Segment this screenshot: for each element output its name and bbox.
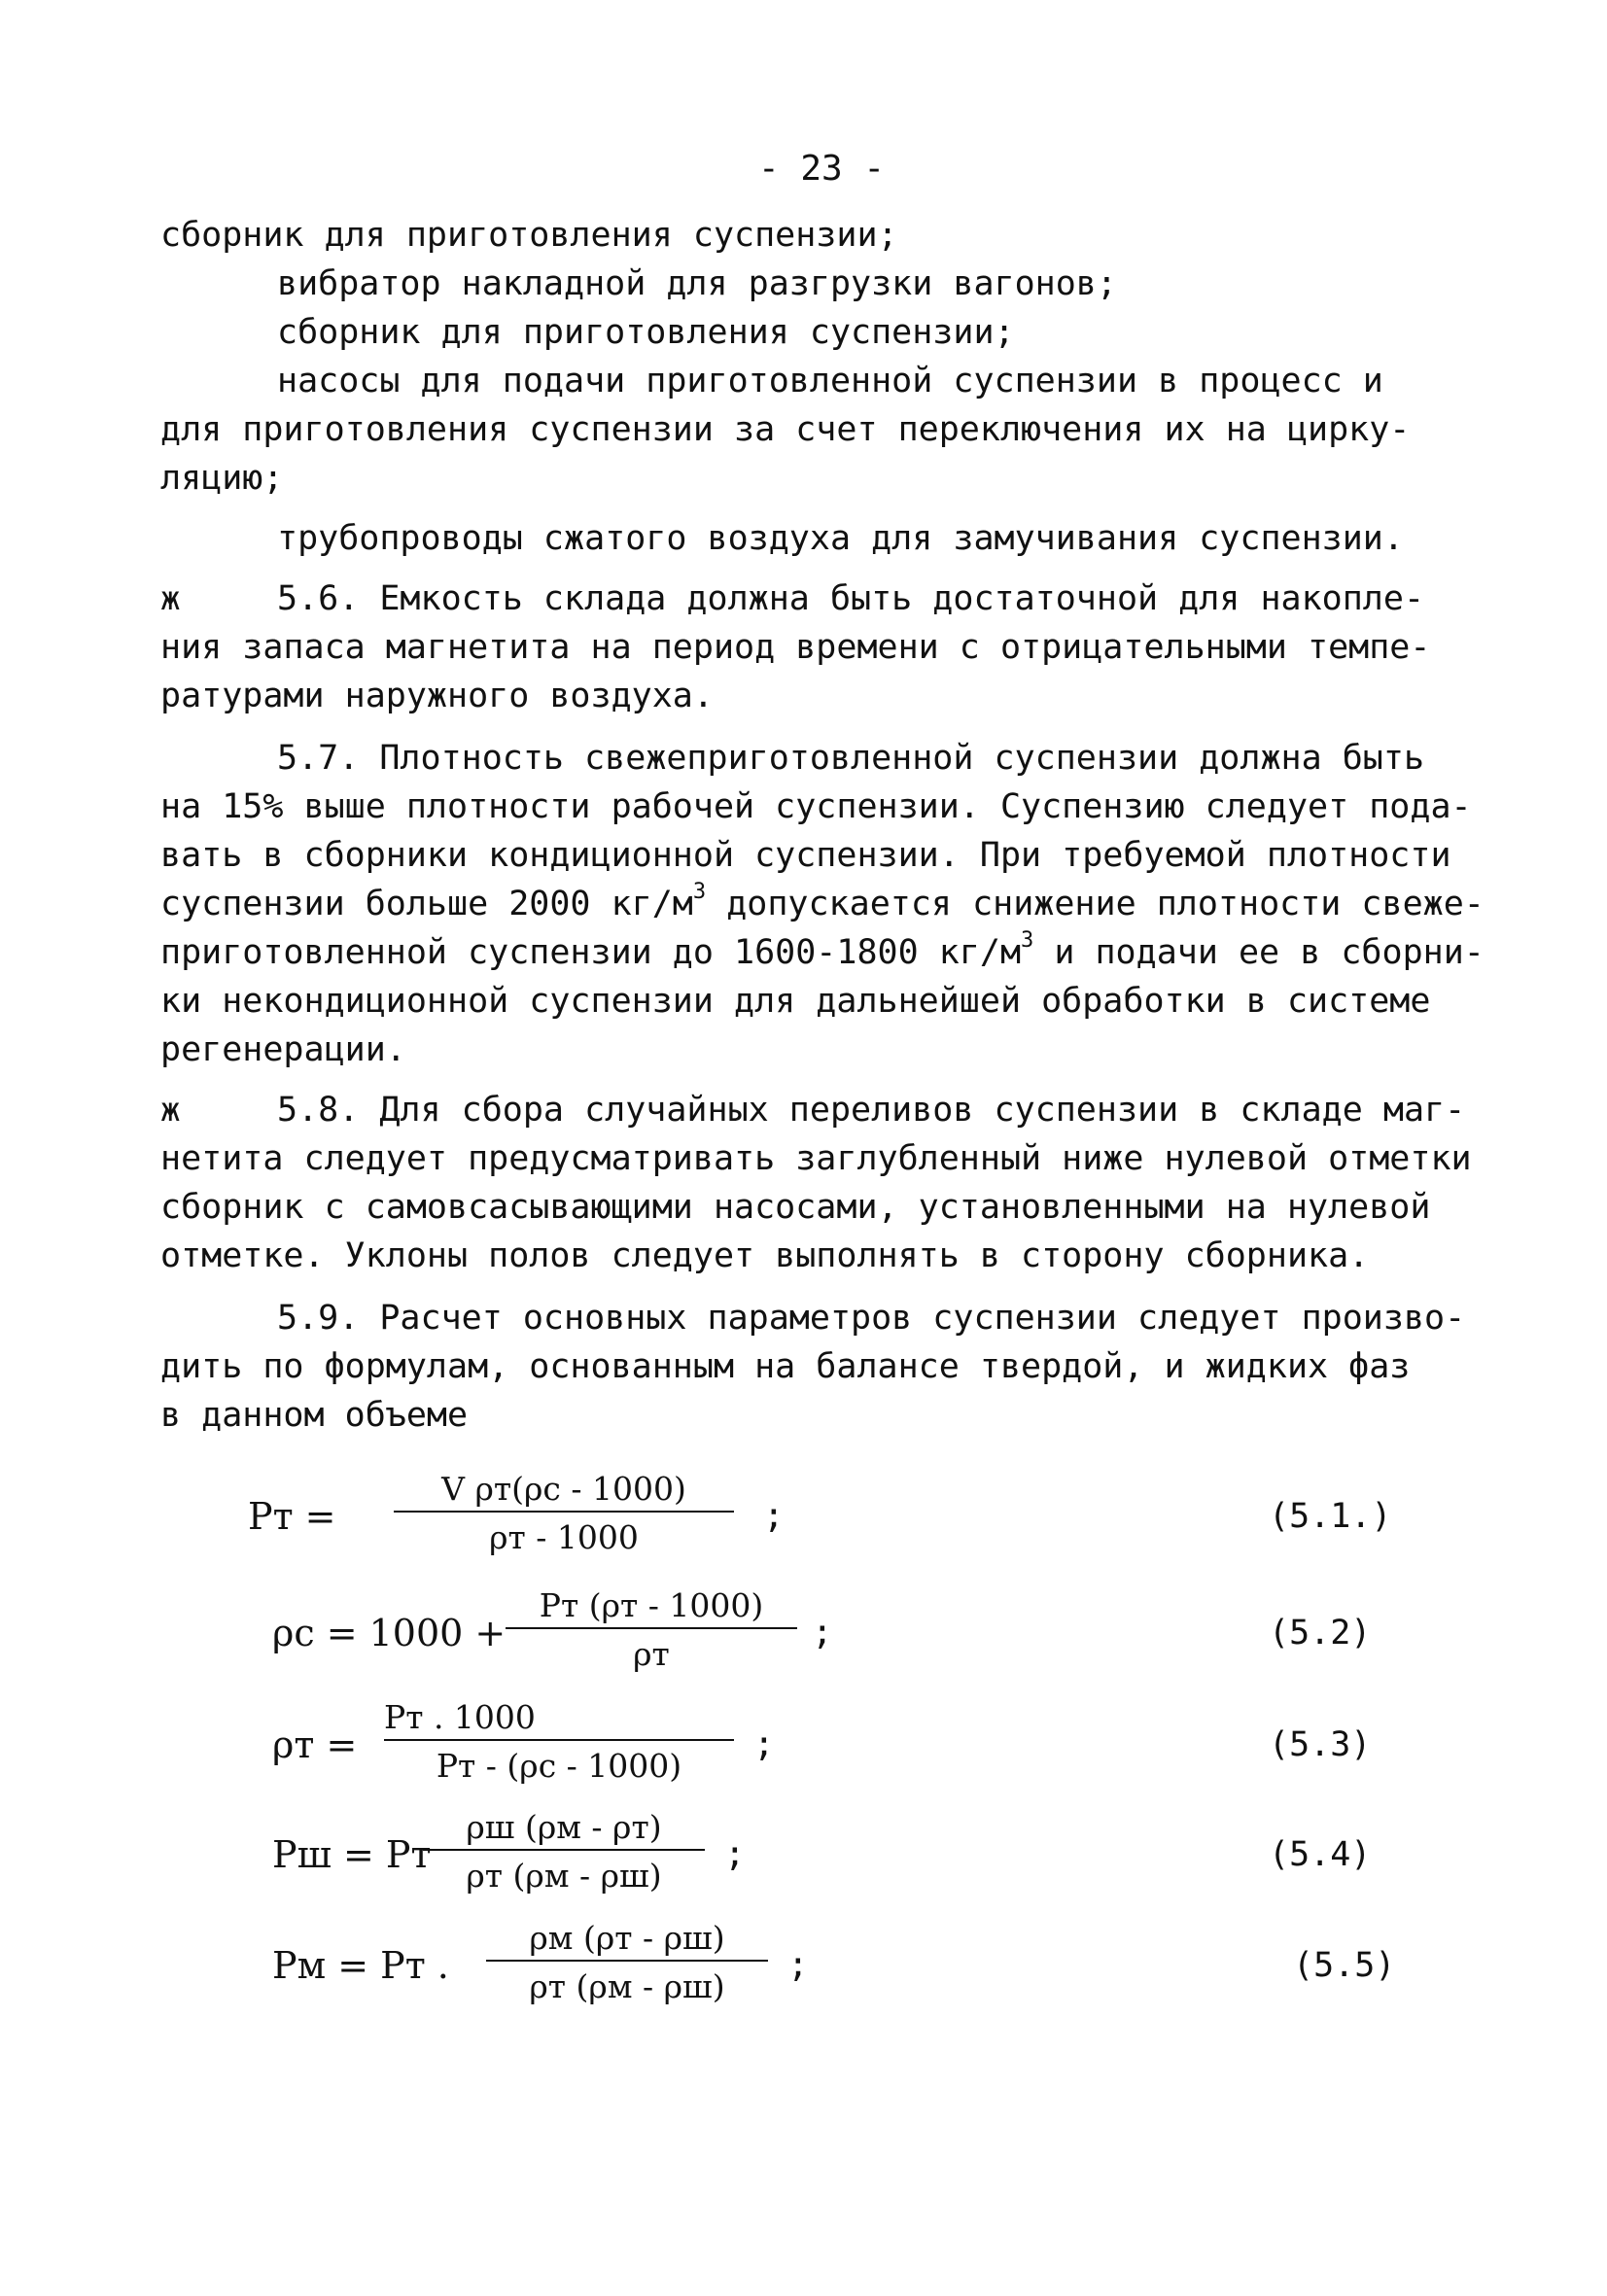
text-line: отметке. Уклоны полов следует выполнять в сторону сборника. — [160, 1236, 1370, 1275]
formula-denominator: Pт - (ρс - 1000) — [436, 1747, 682, 1785]
text-line: сборник для приготовления суспензии; — [160, 216, 898, 255]
text-line — [160, 929, 1485, 976]
formula-lhs: Pш = Pт — [272, 1833, 432, 1876]
text-line — [160, 881, 1485, 927]
formula-lhs: Pм = Pт . — [272, 1944, 449, 1987]
formula-semicolon: ; — [812, 1613, 833, 1652]
text-line: насосы для подачи приготовленной суспензии в процесс и — [277, 362, 1383, 400]
text-line: вибратор накладной для разгрузки вагонов; — [277, 264, 1117, 303]
formula-denominator: ρт - 1000 — [489, 1518, 639, 1556]
text-line: 5.6. Емкость склада должна быть достаточной для накопле- — [277, 579, 1425, 618]
text-line: дить по формулам, основанным на балансе твердой, и жидких фаз — [160, 1347, 1411, 1386]
formula-semicolon: ; — [763, 1496, 785, 1536]
text-line: на 15% выше плотности рабочей суспензии. Суспензию следует пода- — [160, 787, 1472, 826]
formula-numerator: ρм (ρт - ρш) — [529, 1919, 725, 1957]
text-line: сборник для приготовления суспензии; — [277, 313, 1015, 352]
formula-label: (5.5) — [1293, 1946, 1396, 1985]
formula-semicolon: ; — [787, 1945, 809, 1985]
formula-5-4 — [248, 1806, 1415, 1913]
formula-5-2 — [248, 1584, 1415, 1691]
text-line: 5.7. Плотность свежеприготовленной суспензии должна быть — [277, 739, 1425, 778]
fraction-bar — [506, 1627, 797, 1629]
text-fragment: допускается снижение плотности свеже- — [726, 885, 1485, 923]
text-fragment: приготовленной суспензии до 1600-1800 кг/м — [160, 933, 1022, 972]
fraction-bar — [384, 1739, 734, 1741]
formula-semicolon: ; — [724, 1834, 746, 1874]
formula-lhs: ρс = 1000 + — [272, 1612, 507, 1654]
text-line: 5.9. Расчет основных параметров суспензии следует произво- — [277, 1299, 1466, 1338]
formula-label: (5.1.) — [1269, 1497, 1392, 1536]
formula-5-5 — [248, 1917, 1415, 2024]
page-number: - 23 - — [758, 149, 886, 189]
text-fragment: суспензии больше 2000 кг/м — [160, 885, 693, 923]
text-fragment: и подачи ее в сборни- — [1054, 933, 1485, 972]
formula-numerator: ρш (ρм - ρт) — [466, 1808, 662, 1846]
text-line: регенерации. — [160, 1030, 406, 1069]
superscript: 3 — [1021, 928, 1034, 954]
formula-denominator: ρт (ρм - ρш) — [529, 1967, 725, 2005]
text-line: ния запаса магнетита на период времени с отрицательными темпе- — [160, 628, 1431, 667]
formula-denominator: ρт (ρм - ρш) — [466, 1857, 662, 1895]
formula-lhs: ρт = — [272, 1723, 358, 1766]
text-line: ляцию; — [160, 459, 284, 498]
text-line: для приготовления суспензии за счет переключения их на цирку- — [160, 410, 1411, 449]
fraction-bar — [486, 1960, 768, 1962]
text-line: вать в сборники кондиционной суспензии. При требуемой плотности — [160, 836, 1451, 875]
text-line: сборник с самовсасывающими насосами, установленными на нулевой — [160, 1188, 1431, 1227]
formula-semicolon: ; — [753, 1724, 775, 1764]
text-line: нетита следует предусматривать заглубленный ниже нулевой отметки — [160, 1139, 1472, 1178]
text-line: трубопроводы сжатого воздуха для замучивания суспензии. — [277, 519, 1404, 558]
formula-label: (5.3) — [1269, 1725, 1372, 1764]
text-line: в данном объеме — [160, 1396, 469, 1435]
formula-numerator: V ρт(ρс - 1000) — [441, 1470, 686, 1508]
fraction-bar — [423, 1849, 705, 1851]
text-line: ки некондиционной суспензии для дальнейшей обработки в системе — [160, 982, 1431, 1021]
formula-numerator: Pт (ρт - 1000) — [539, 1586, 764, 1624]
formula-numerator: Pт . 1000 — [384, 1698, 536, 1736]
formula-5-1 — [248, 1468, 1415, 1575]
formula-lhs: Pт = — [248, 1495, 336, 1538]
text-line: 5.8. Для сбора случайных переливов суспензии в складе маг- — [277, 1091, 1466, 1130]
formula-5-3 — [248, 1696, 1415, 1803]
margin-mark: ж — [160, 579, 181, 618]
superscript: 3 — [692, 880, 707, 905]
text-line: ратурами наружного воздуха. — [160, 677, 714, 715]
fraction-bar — [394, 1511, 734, 1513]
margin-mark: ж — [160, 1091, 181, 1130]
formula-denominator: ρт — [633, 1635, 670, 1673]
formula-label: (5.2) — [1269, 1614, 1372, 1652]
formula-label: (5.4) — [1269, 1835, 1372, 1874]
